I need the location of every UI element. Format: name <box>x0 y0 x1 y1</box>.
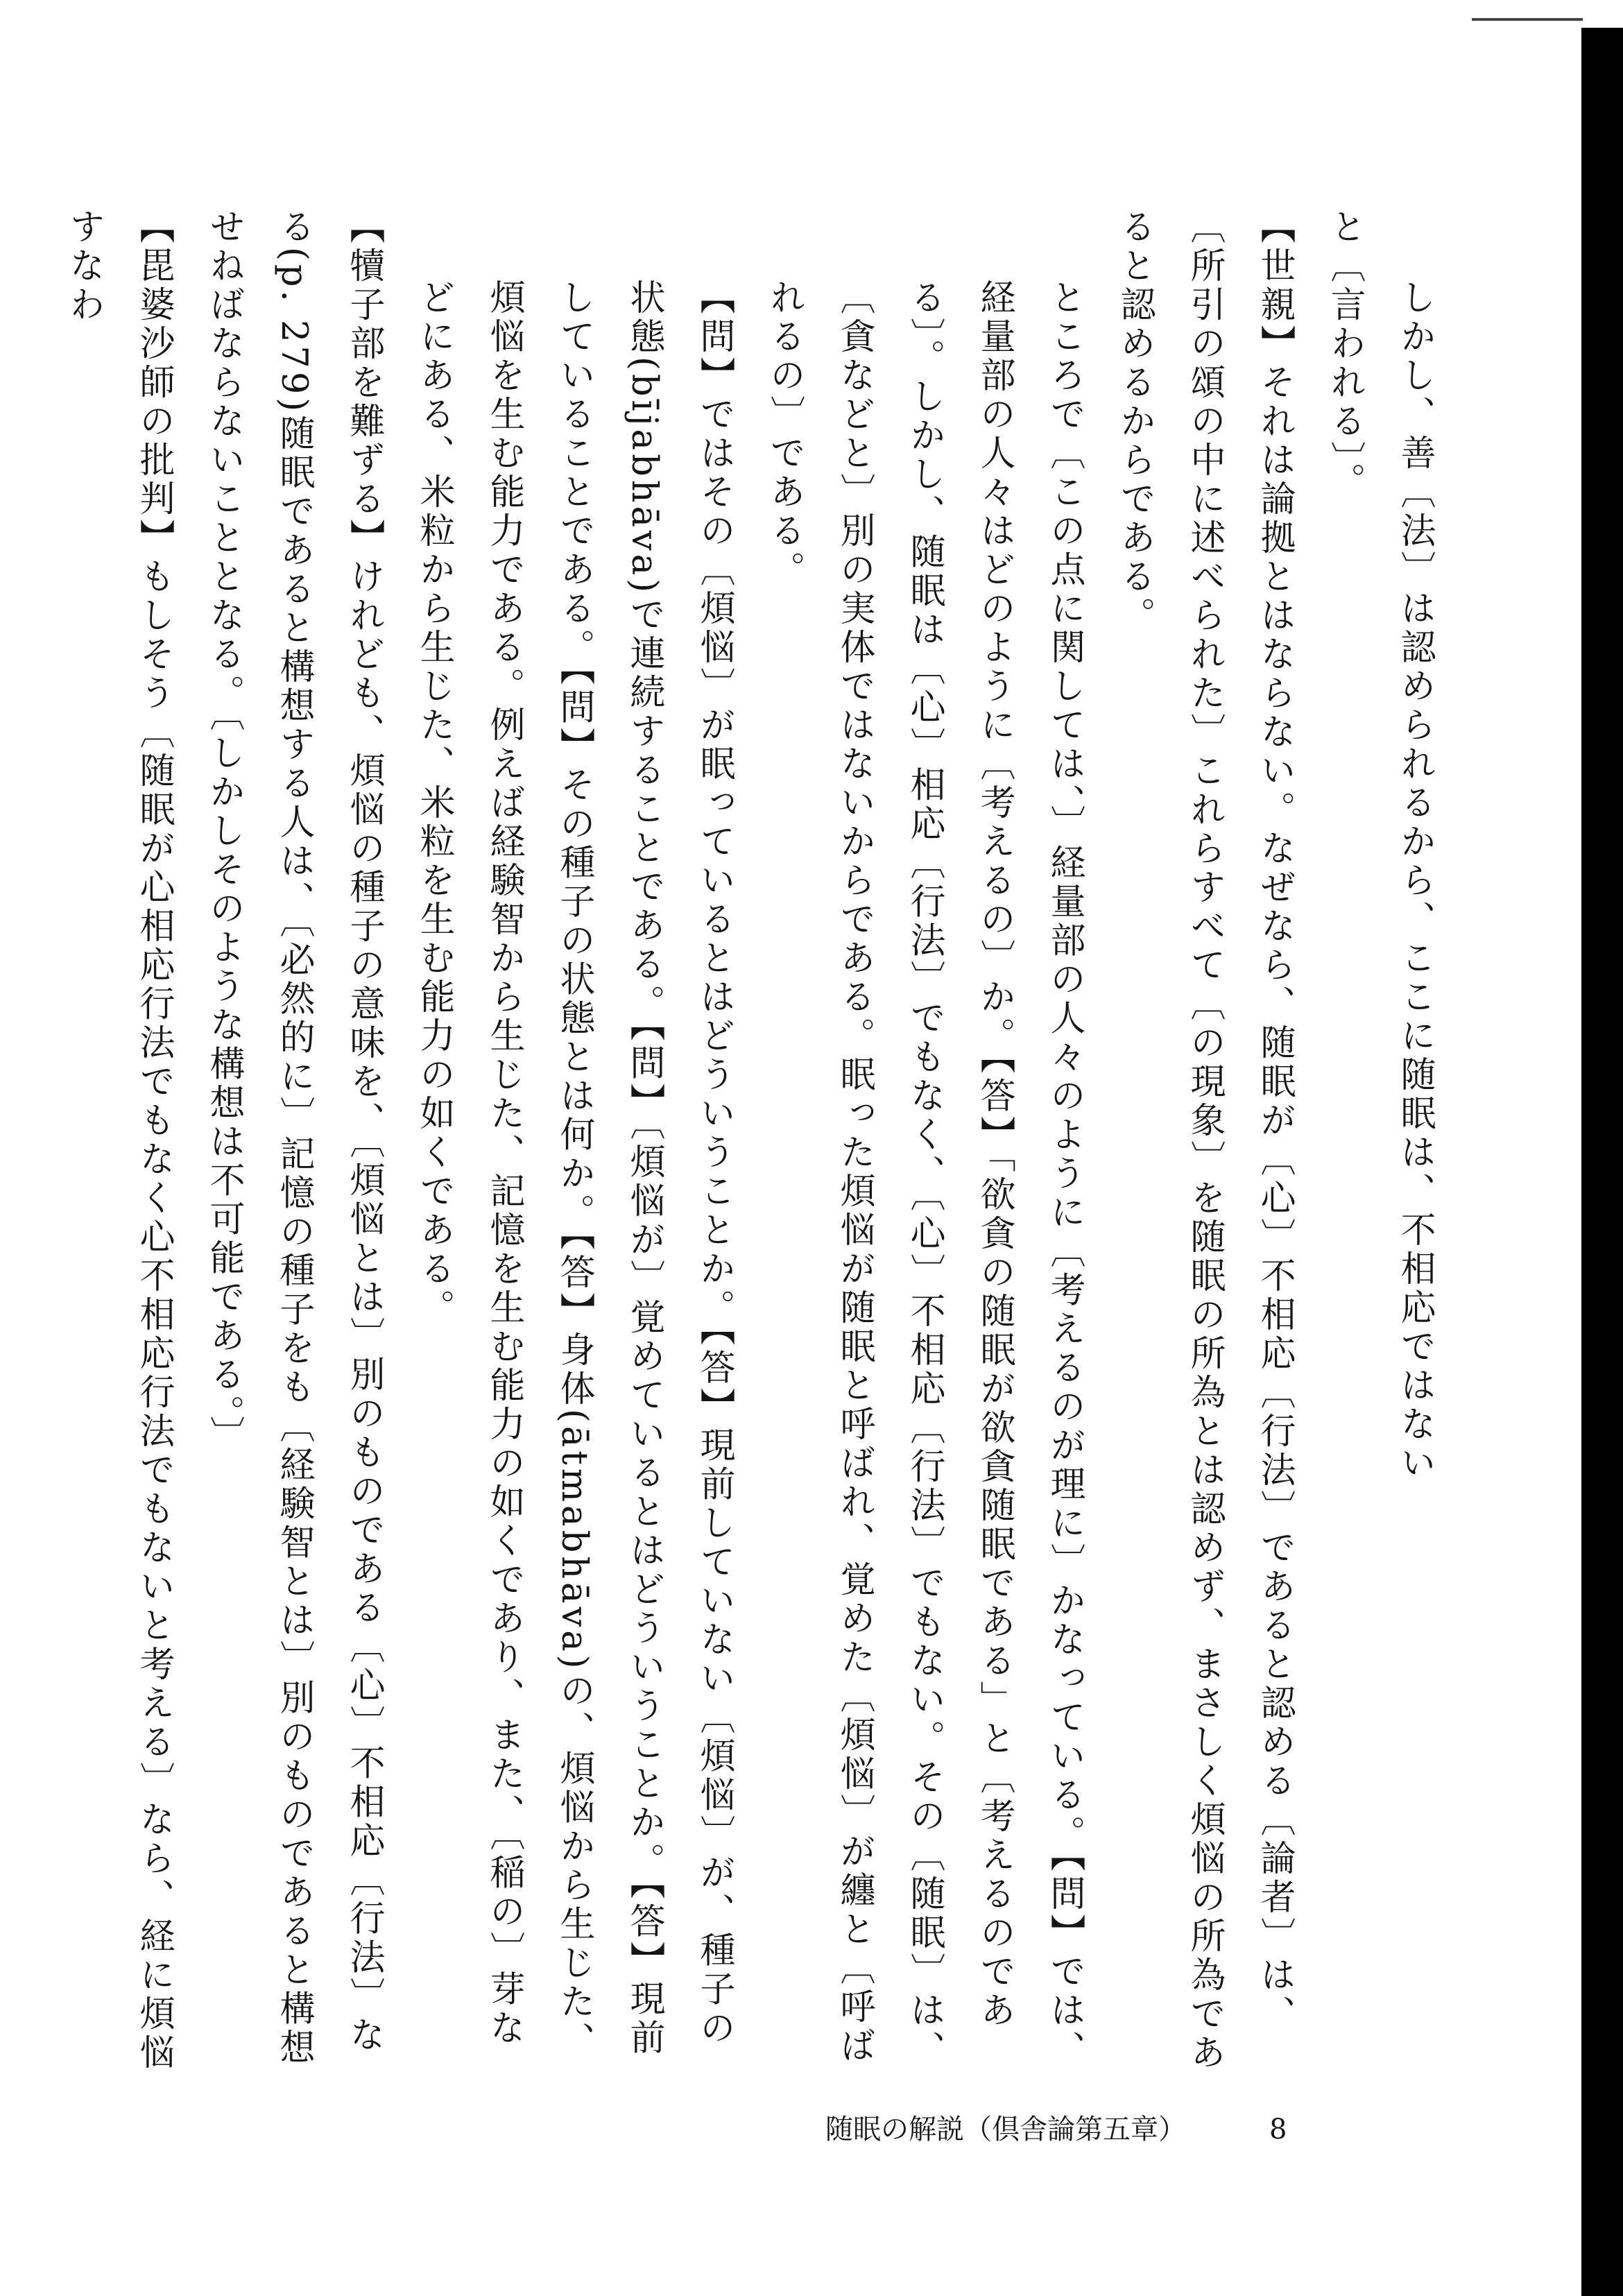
scan-black-edge <box>1581 28 1623 2296</box>
paragraph: 【世親】それは論拠とはならない。なぜなら、随眠が〔心〕不相応〔行法〕であると認める〔論者〕は、〔所引の頌の中に述べられた〕これらすべて〔の現象〕を随眠の所為とは認めず、まさしく煩悩の所為であると認めるからである。 <box>1114 208 1295 2073</box>
vertical-text-body <box>62 208 1450 2081</box>
scan-artifact-line <box>1472 18 1583 21</box>
paragraph: 【問】ではその〔煩悩〕が眠っているとはどういうことか。【答】現前していない〔煩悩〕が、種子の状態(bījabhāva)で連続することである。【問】〔煩悩が〕覚めているとはどういうことか。【答】現前していることである。【問】その種子の状態とは何か。【答】身体(ātmabhāva)の、煩悩から生じた、煩悩を生む能力である。例えば経験智から生じた、記憶を生む能力の如くであり、また、〔稲の〕芽などにある、米粒から生じた、米粒を生む能力の如くである。 <box>413 279 735 2061</box>
paragraph: 【犢子部を難ずる】けれども、煩悩の種子の意味を、〔煩悩とは〕別のものである〔心〕不相応〔行法〕なる(p. 279)随眠であると構想する人は、〔必然的に〕記憶の種子をも〔経験智とは〕別のものであると構想せねばならないこととなる。〔しかしそのような構想は不可能である。〕 <box>203 208 384 2068</box>
paragraph: しかし、善〔法〕は認められるから、ここに随眠は、不相応ではない <box>1394 279 1435 1483</box>
paragraph: と〔言われる〕。 <box>1324 208 1365 502</box>
paragraph: 【毘婆沙師の批判】もしそう〔随眠が心相応行法でもなく心不相応行法でもないと考える〕なら、経に煩悩すなわ <box>63 208 174 2073</box>
paragraph: ところで〔この点に関しては、〕経量部の人々のように〔考えるのが理に〕かなっている。【問】では、経量部の人々はどのように〔考えるの〕か。【答】「欲貪の随眠が欲貪随眠である」と〔考えるのである〕。しかし、随眠は〔心〕相応〔行法〕でもなく、〔心〕不相応〔行法〕でもない。その〔随眠〕は、〔貪などと〕別の実体ではないからである。眠った煩悩が随眠と呼ばれ、覚めた〔煩悩〕が纏と〔呼ばれるの〕である。 <box>764 279 1085 2069</box>
page-footer <box>825 2109 1380 2150</box>
page-number: 8 <box>1269 2114 1287 2145</box>
running-title: 随眠の解説（倶舎論第五章） <box>825 2114 1186 2145</box>
